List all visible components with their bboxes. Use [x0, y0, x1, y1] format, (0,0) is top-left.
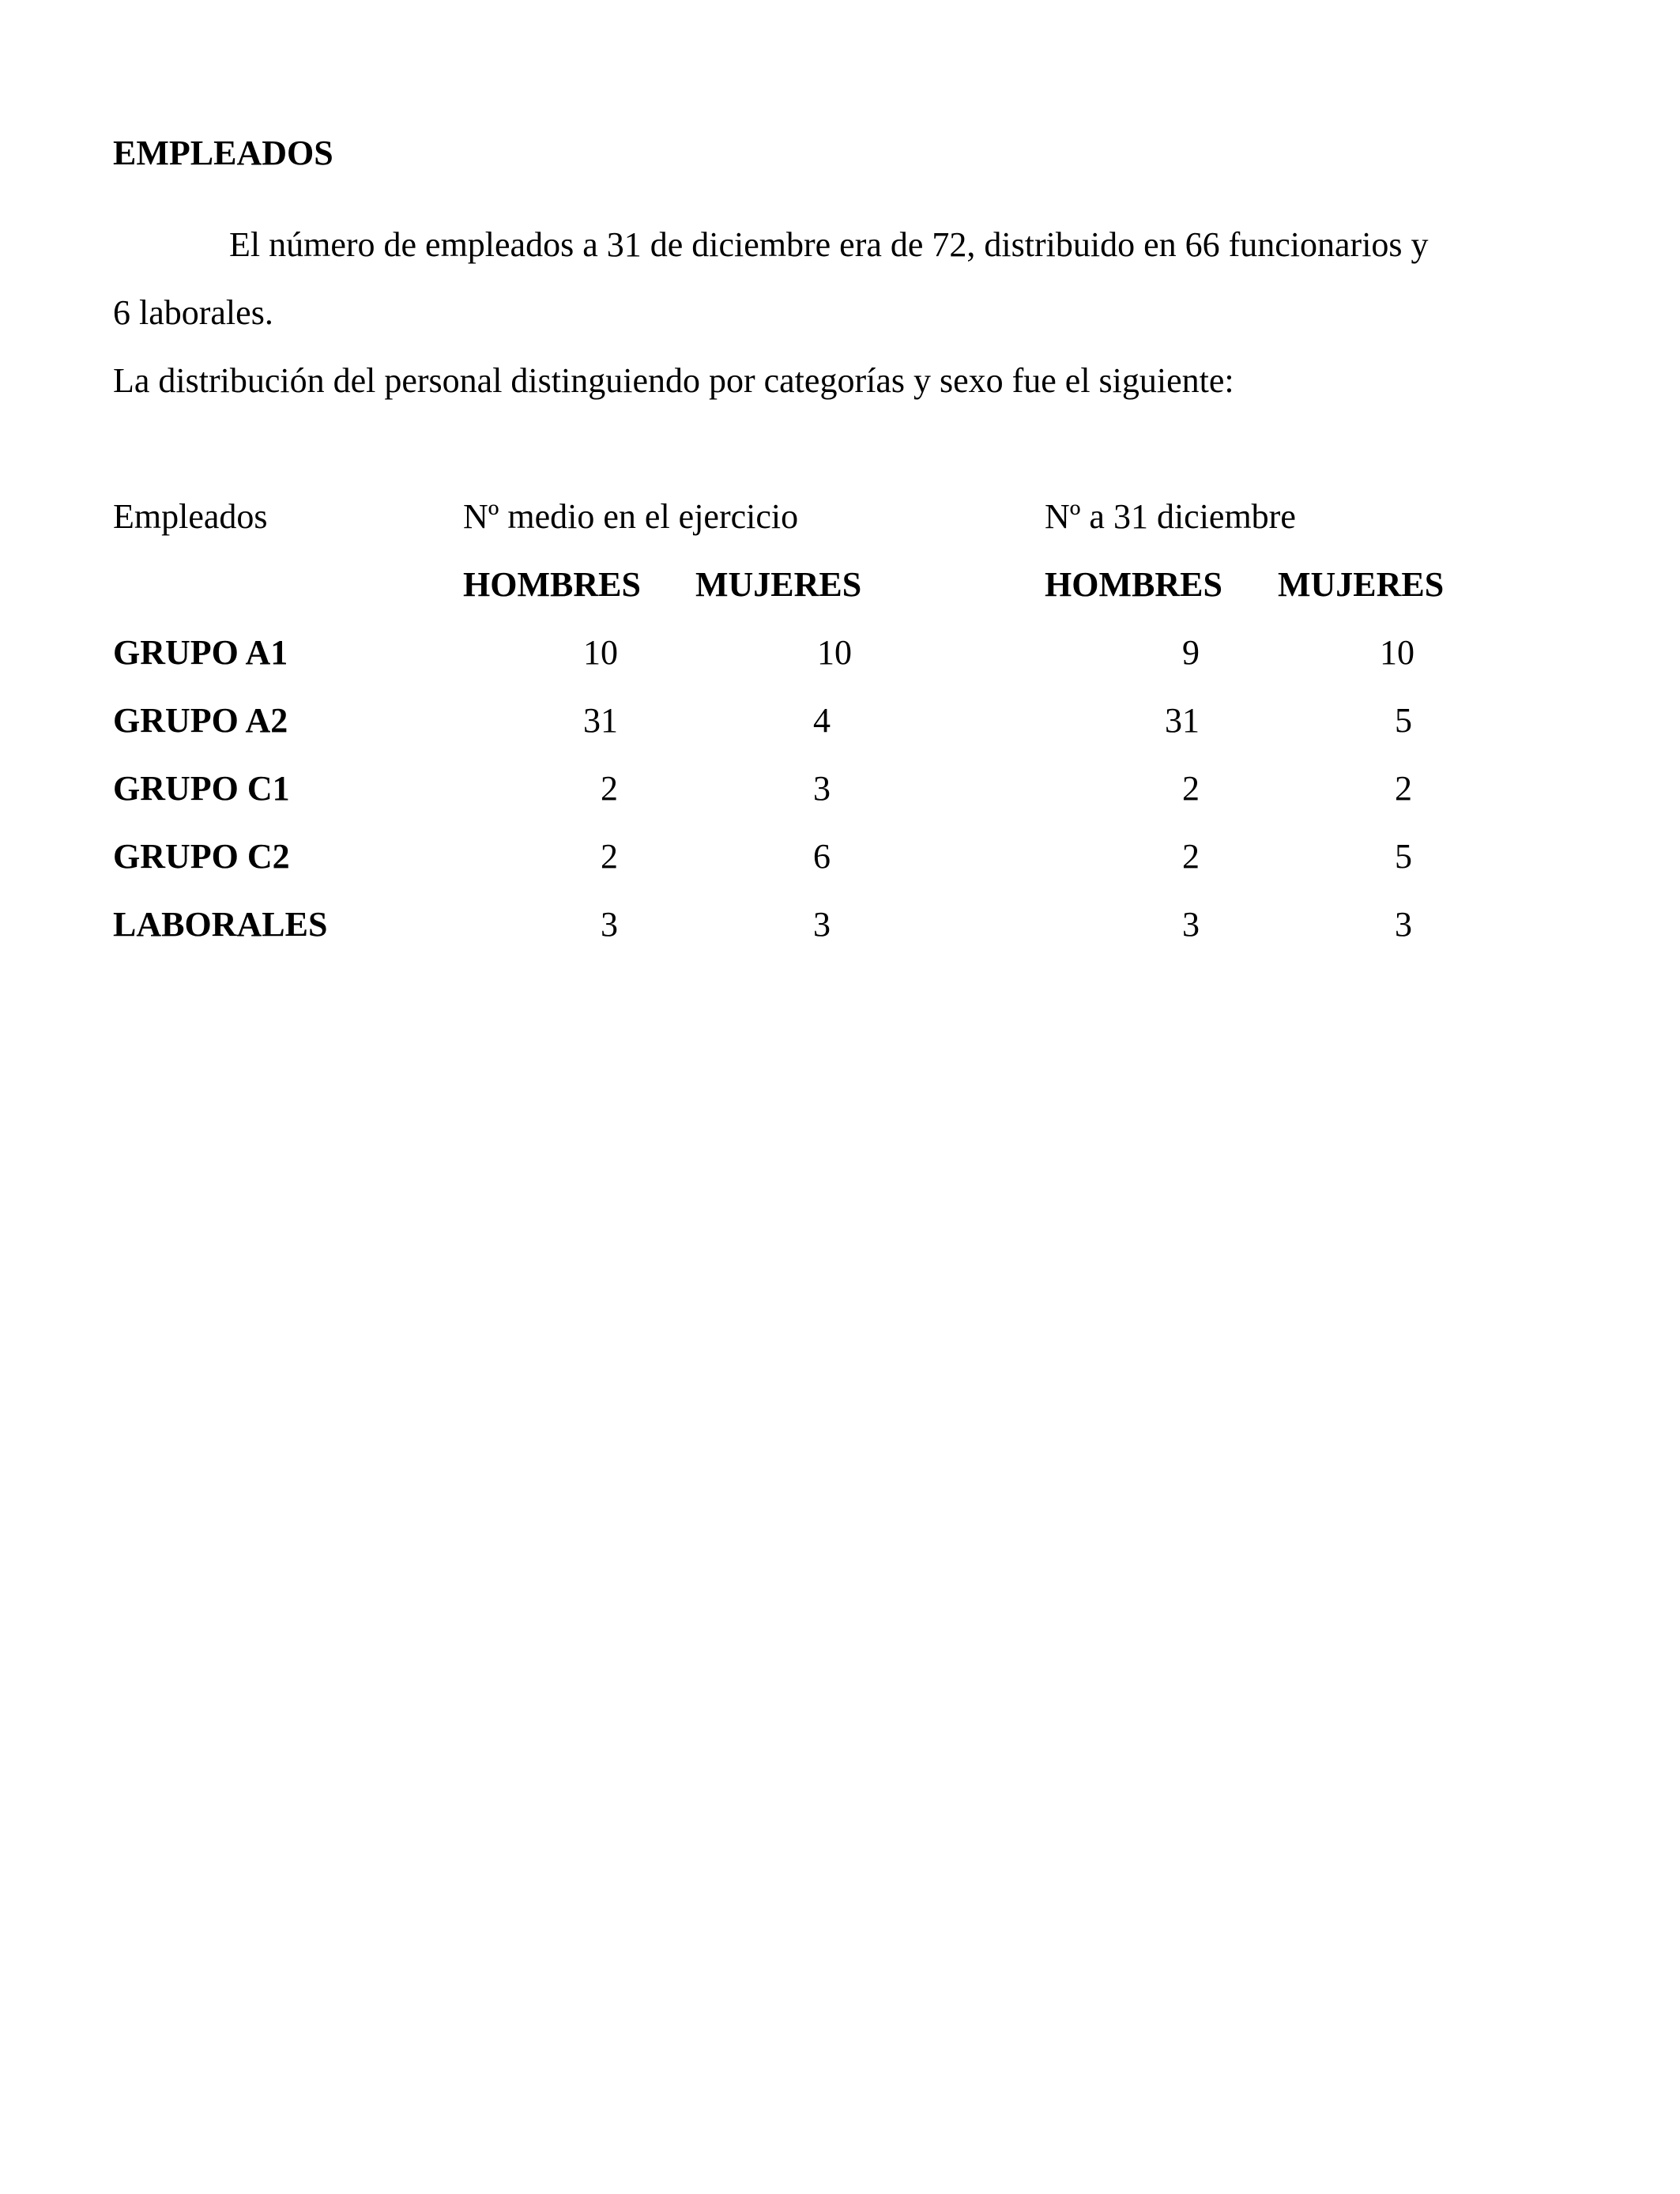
cell-avg-men: 2: [601, 837, 618, 876]
sub-header-end-women: MUJERES: [1278, 565, 1445, 604]
row-label: LABORALES: [113, 905, 328, 944]
sub-header-end-men: HOMBRES: [1045, 565, 1222, 604]
group-header-average: Nº medio en el ejercicio: [463, 497, 799, 536]
cell-avg-men: 10: [583, 633, 618, 672]
cell-end-men: 3: [1182, 905, 1200, 944]
cell-avg-men: 31: [583, 701, 618, 740]
group-header-year-end: Nº a 31 diciembre: [1045, 497, 1296, 536]
sub-header-avg-women: MUJERES: [695, 565, 862, 604]
cell-avg-men: 2: [601, 769, 618, 808]
column-header-employees: Empleados: [113, 497, 268, 536]
paragraph-line-1: El número de empleados a 31 de diciembre era de 72, distribuido en 66 funcionarios y: [229, 225, 1429, 264]
cell-end-women: 5: [1395, 701, 1412, 740]
section-heading: EMPLEADOS: [113, 134, 333, 172]
cell-end-men: 2: [1182, 837, 1200, 876]
cell-avg-women: 10: [817, 633, 852, 672]
cell-avg-women: 6: [813, 837, 831, 876]
cell-end-men: 9: [1182, 633, 1200, 672]
cell-end-women: 3: [1395, 905, 1412, 944]
paragraph-line-2: 6 laborales.: [113, 293, 273, 332]
row-label: GRUPO A2: [113, 701, 288, 740]
cell-end-men: 31: [1165, 701, 1200, 740]
cell-avg-women: 3: [813, 905, 831, 944]
cell-avg-women: 3: [813, 769, 831, 808]
cell-end-women: 10: [1380, 633, 1414, 672]
cell-avg-men: 3: [601, 905, 618, 944]
row-label: GRUPO C1: [113, 769, 290, 808]
cell-avg-women: 4: [813, 701, 831, 740]
cell-end-women: 5: [1395, 837, 1412, 876]
row-label: GRUPO C2: [113, 837, 290, 876]
cell-end-men: 2: [1182, 769, 1200, 808]
paragraph-line-3: La distribución del personal distinguiendo por categorías y sexo fue el siguiente:: [113, 361, 1234, 400]
row-label: GRUPO A1: [113, 633, 288, 672]
cell-end-women: 2: [1395, 769, 1412, 808]
sub-header-avg-men: HOMBRES: [463, 565, 641, 604]
